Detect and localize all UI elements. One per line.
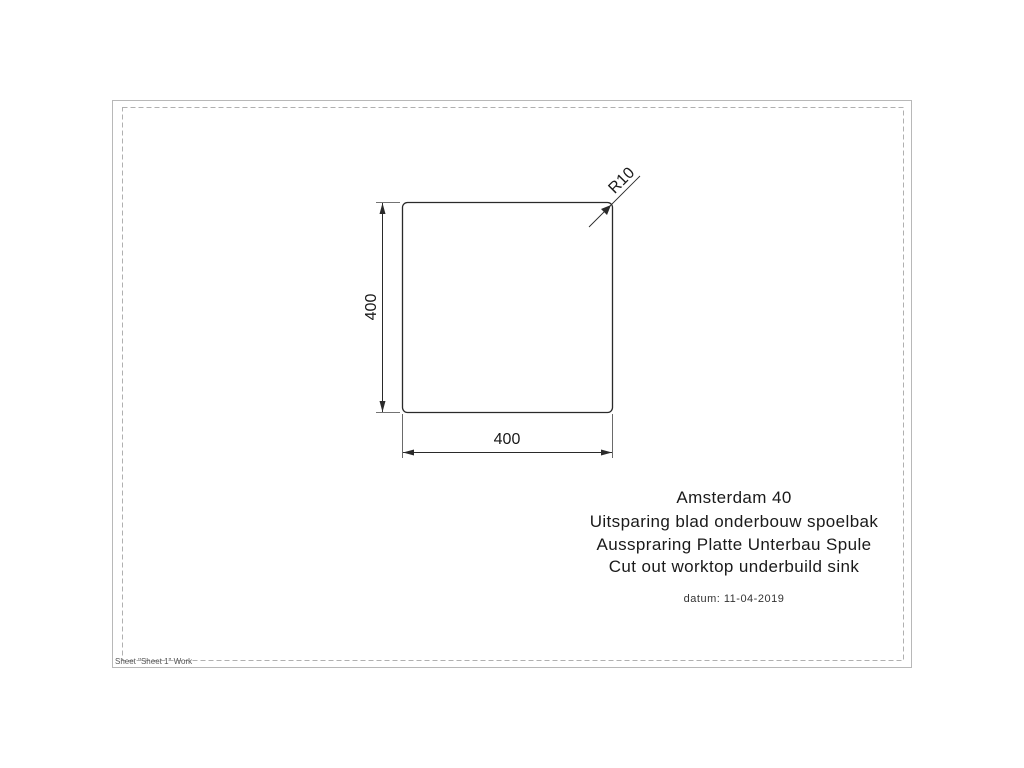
description-dutch: Uitsparing blad onderbouw spoelbak bbox=[589, 512, 879, 531]
height-dimension bbox=[363, 203, 400, 413]
drawing-date: datum: 11-04-2019 bbox=[683, 593, 785, 605]
height-label: 400 bbox=[363, 293, 380, 321]
width-arrow-right bbox=[601, 450, 612, 456]
height-arrow-bottom bbox=[380, 401, 386, 412]
radius-callout bbox=[589, 164, 640, 227]
width-label: 400 bbox=[493, 431, 521, 448]
inner-dashed-frame bbox=[123, 108, 904, 661]
description-english: Cut out worktop underbuild sink bbox=[608, 557, 860, 576]
cutout-outline bbox=[403, 203, 613, 413]
title-block bbox=[590, 488, 879, 605]
radius-label: R10 bbox=[605, 164, 639, 198]
product-name: Amsterdam 40 bbox=[676, 488, 792, 507]
height-arrow-top bbox=[380, 203, 386, 214]
sheet-border bbox=[113, 101, 912, 668]
width-dimension bbox=[403, 414, 613, 458]
width-arrow-left bbox=[403, 450, 414, 456]
description-german: Ausspraring Platte Unterbau Spule bbox=[596, 535, 872, 554]
sheet-label: Sheet "Sheet 1" Work bbox=[115, 657, 193, 666]
